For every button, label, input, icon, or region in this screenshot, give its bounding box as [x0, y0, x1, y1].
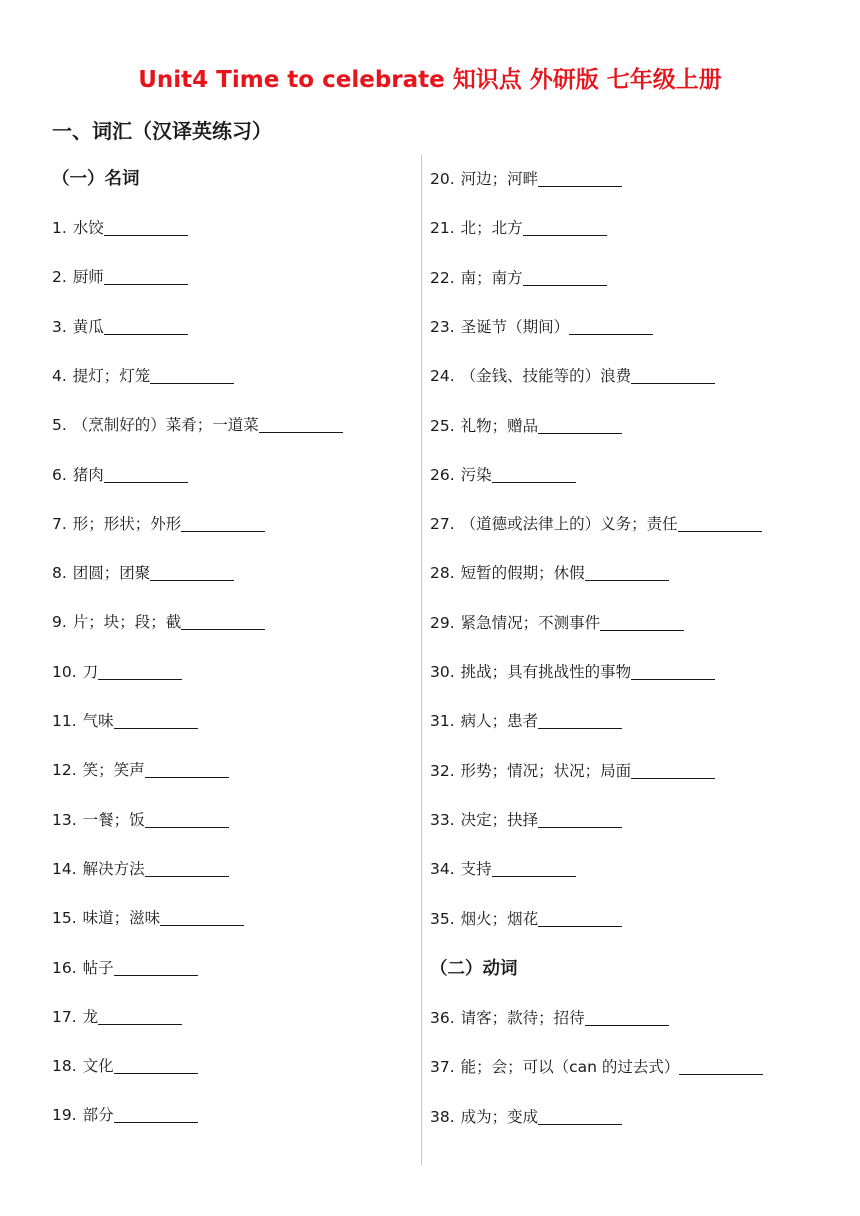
item-number: 27. — [430, 515, 455, 534]
item-text: 解决方法 — [82, 859, 145, 878]
answer-blank[interactable] — [114, 974, 198, 976]
answer-blank[interactable] — [631, 382, 715, 384]
answer-blank[interactable] — [631, 678, 715, 680]
answer-blank[interactable] — [569, 333, 653, 335]
item-number: 38. — [430, 1107, 455, 1126]
vocab-item — [430, 463, 576, 487]
vocab-item — [52, 857, 229, 881]
item-text: 挑战；具有挑战性的事物 — [460, 663, 632, 681]
answer-blank[interactable] — [538, 1123, 622, 1125]
vocab-item — [430, 512, 762, 536]
vocab-item — [52, 758, 229, 782]
item-text: （道德或法律上的）义务；责任 — [460, 515, 678, 534]
item-number: 10. — [52, 662, 77, 681]
item-text: 文化 — [82, 1057, 114, 1076]
answer-blank[interactable] — [145, 875, 229, 877]
item-number: 4. — [52, 366, 67, 385]
vocab-item — [430, 660, 715, 684]
item-text: 圣诞节（期间） — [460, 317, 570, 336]
answer-blank[interactable] — [114, 1072, 198, 1074]
answer-blank[interactable] — [492, 481, 576, 483]
item-number: 7. — [52, 514, 67, 533]
item-text: 气味 — [82, 712, 114, 730]
vocab-item — [52, 956, 198, 980]
answer-blank[interactable] — [104, 234, 188, 236]
item-text: （金钱、技能等的）浪费 — [460, 367, 632, 386]
item-text: 北；北方 — [460, 219, 523, 238]
subhead-verbs: （二）动词 — [430, 959, 518, 979]
vocab-item — [430, 1105, 622, 1129]
vocab-item — [52, 709, 198, 733]
item-number: 37. — [430, 1058, 455, 1077]
item-number: 18. — [52, 1057, 77, 1076]
vocab-item — [430, 857, 576, 881]
item-number: 13. — [52, 810, 77, 829]
vocab-item — [52, 512, 265, 536]
item-text: 黄瓜 — [72, 317, 104, 336]
item-text: 决定；抉择 — [460, 810, 539, 829]
vocab-item — [430, 709, 622, 733]
item-text: 南；南方 — [460, 268, 523, 287]
vocab-item — [52, 1103, 198, 1127]
answer-blank[interactable] — [181, 628, 265, 630]
item-text: 河边；河畔 — [460, 170, 539, 188]
item-text: 水饺 — [72, 219, 104, 237]
item-text: 烟火；烟花 — [460, 909, 539, 928]
answer-blank[interactable] — [538, 826, 622, 828]
answer-blank[interactable] — [98, 678, 182, 680]
vocab-item — [430, 167, 622, 191]
answer-blank[interactable] — [259, 431, 343, 433]
answer-blank[interactable] — [114, 727, 198, 729]
vocab-item — [430, 266, 607, 290]
item-number: 15. — [52, 909, 77, 928]
item-text: （烹制好的）菜肴；一道菜 — [72, 416, 259, 435]
vocab-item — [430, 759, 715, 783]
item-text: 一餐；饭 — [82, 810, 145, 829]
item-text: 龙 — [82, 1007, 99, 1026]
answer-blank[interactable] — [150, 382, 234, 384]
item-number: 31. — [430, 712, 455, 731]
item-text: 污染 — [460, 465, 492, 484]
document-title: Unit4 Time to celebrate 知识点 外研版 七年级上册 — [138, 67, 722, 93]
answer-blank[interactable] — [145, 826, 229, 828]
vocab-item — [52, 216, 188, 240]
item-text: 片；块；段；截 — [72, 613, 182, 632]
item-text: 猪肉 — [72, 465, 104, 484]
answer-blank[interactable] — [181, 530, 265, 532]
vocab-item — [52, 1054, 198, 1078]
answer-blank[interactable] — [538, 925, 622, 927]
vocab-item — [52, 413, 343, 437]
subhead-nouns: （一）名词 — [52, 169, 140, 189]
item-number: 23. — [430, 317, 455, 336]
vocab-item — [52, 610, 265, 634]
item-number: 32. — [430, 761, 455, 780]
item-number: 24. — [430, 367, 455, 386]
item-number: 30. — [430, 663, 455, 681]
vocab-item — [52, 364, 234, 388]
item-text: 礼物；赠品 — [460, 416, 539, 435]
item-number: 12. — [52, 761, 77, 780]
section-title: 一、词汇（汉译英练习） — [52, 119, 272, 143]
item-text: 味道；滋味 — [82, 909, 161, 928]
item-number: 33. — [430, 810, 455, 829]
item-number: 5. — [52, 416, 67, 435]
item-text: 提灯；灯笼 — [72, 366, 151, 385]
item-number: 17. — [52, 1007, 77, 1026]
answer-blank[interactable] — [631, 777, 715, 779]
item-text: 短暂的假期；休假 — [460, 564, 585, 583]
item-number: 16. — [52, 958, 77, 977]
answer-blank[interactable] — [523, 284, 607, 286]
vocab-item — [52, 561, 234, 585]
item-number: 21. — [430, 219, 455, 238]
item-number: 26. — [430, 465, 455, 484]
item-text: 能；会；可以（can 的过去式） — [460, 1058, 680, 1077]
column-divider — [421, 155, 422, 1165]
item-number: 29. — [430, 613, 455, 632]
vocab-item — [430, 414, 622, 438]
vocab-item — [52, 315, 188, 339]
item-number: 28. — [430, 564, 455, 583]
answer-blank[interactable] — [492, 875, 576, 877]
item-number: 6. — [52, 465, 67, 484]
item-text: 团圆；团聚 — [72, 564, 151, 583]
answer-blank[interactable] — [114, 1121, 198, 1123]
answer-blank[interactable] — [679, 1073, 763, 1075]
answer-blank[interactable] — [104, 283, 188, 285]
answer-blank[interactable] — [538, 727, 622, 729]
vocab-item — [430, 1006, 669, 1030]
vocab-item — [430, 561, 669, 585]
item-text: 部分 — [82, 1106, 114, 1125]
vocab-item — [52, 906, 244, 930]
item-text: 厨师 — [72, 268, 104, 287]
item-text: 刀 — [82, 662, 99, 681]
answer-blank[interactable] — [678, 530, 762, 532]
vocab-item — [52, 808, 229, 832]
answer-blank[interactable] — [160, 924, 244, 926]
vocab-item — [52, 265, 188, 289]
answer-blank[interactable] — [538, 432, 622, 434]
item-number: 1. — [52, 219, 67, 237]
vocab-item — [430, 364, 715, 388]
vocab-item — [430, 907, 622, 931]
vocab-item — [52, 463, 188, 487]
vocab-item — [430, 216, 607, 240]
answer-blank[interactable] — [585, 1024, 669, 1026]
item-number: 9. — [52, 613, 67, 632]
item-number: 22. — [430, 268, 455, 287]
item-text: 紧急情况；不测事件 — [460, 613, 601, 632]
answer-blank[interactable] — [98, 1023, 182, 1025]
vocab-item — [430, 611, 684, 635]
item-number: 19. — [52, 1106, 77, 1125]
item-number: 3. — [52, 317, 67, 336]
item-number: 11. — [52, 712, 77, 730]
item-text: 支持 — [460, 860, 492, 879]
vocab-item — [52, 660, 182, 684]
vocab-item — [430, 1055, 763, 1079]
item-text: 请客；款待；招待 — [460, 1009, 585, 1027]
item-number: 34. — [430, 860, 455, 879]
item-number: 35. — [430, 909, 455, 928]
vocab-item — [430, 315, 653, 339]
item-number: 2. — [52, 268, 67, 287]
item-number: 14. — [52, 859, 77, 878]
item-text: 形；形状；外形 — [72, 514, 182, 533]
answer-blank[interactable] — [538, 185, 622, 187]
answer-blank[interactable] — [145, 776, 229, 778]
item-text: 成为；变成 — [460, 1107, 539, 1126]
answer-blank[interactable] — [104, 481, 188, 483]
item-text: 病人；患者 — [460, 712, 539, 731]
item-number: 20. — [430, 170, 455, 188]
answer-blank[interactable] — [104, 333, 188, 335]
vocab-item — [430, 808, 622, 832]
vocab-item — [52, 1005, 182, 1029]
item-text: 帖子 — [82, 958, 114, 977]
answer-blank[interactable] — [523, 234, 607, 236]
answer-blank[interactable] — [600, 629, 684, 631]
item-number: 8. — [52, 564, 67, 583]
item-text: 笑；笑声 — [82, 761, 145, 780]
answer-blank[interactable] — [150, 579, 234, 581]
item-number: 25. — [430, 416, 455, 435]
item-number: 36. — [430, 1009, 455, 1027]
answer-blank[interactable] — [585, 579, 669, 581]
item-text: 形势；情况；状况；局面 — [460, 761, 632, 780]
